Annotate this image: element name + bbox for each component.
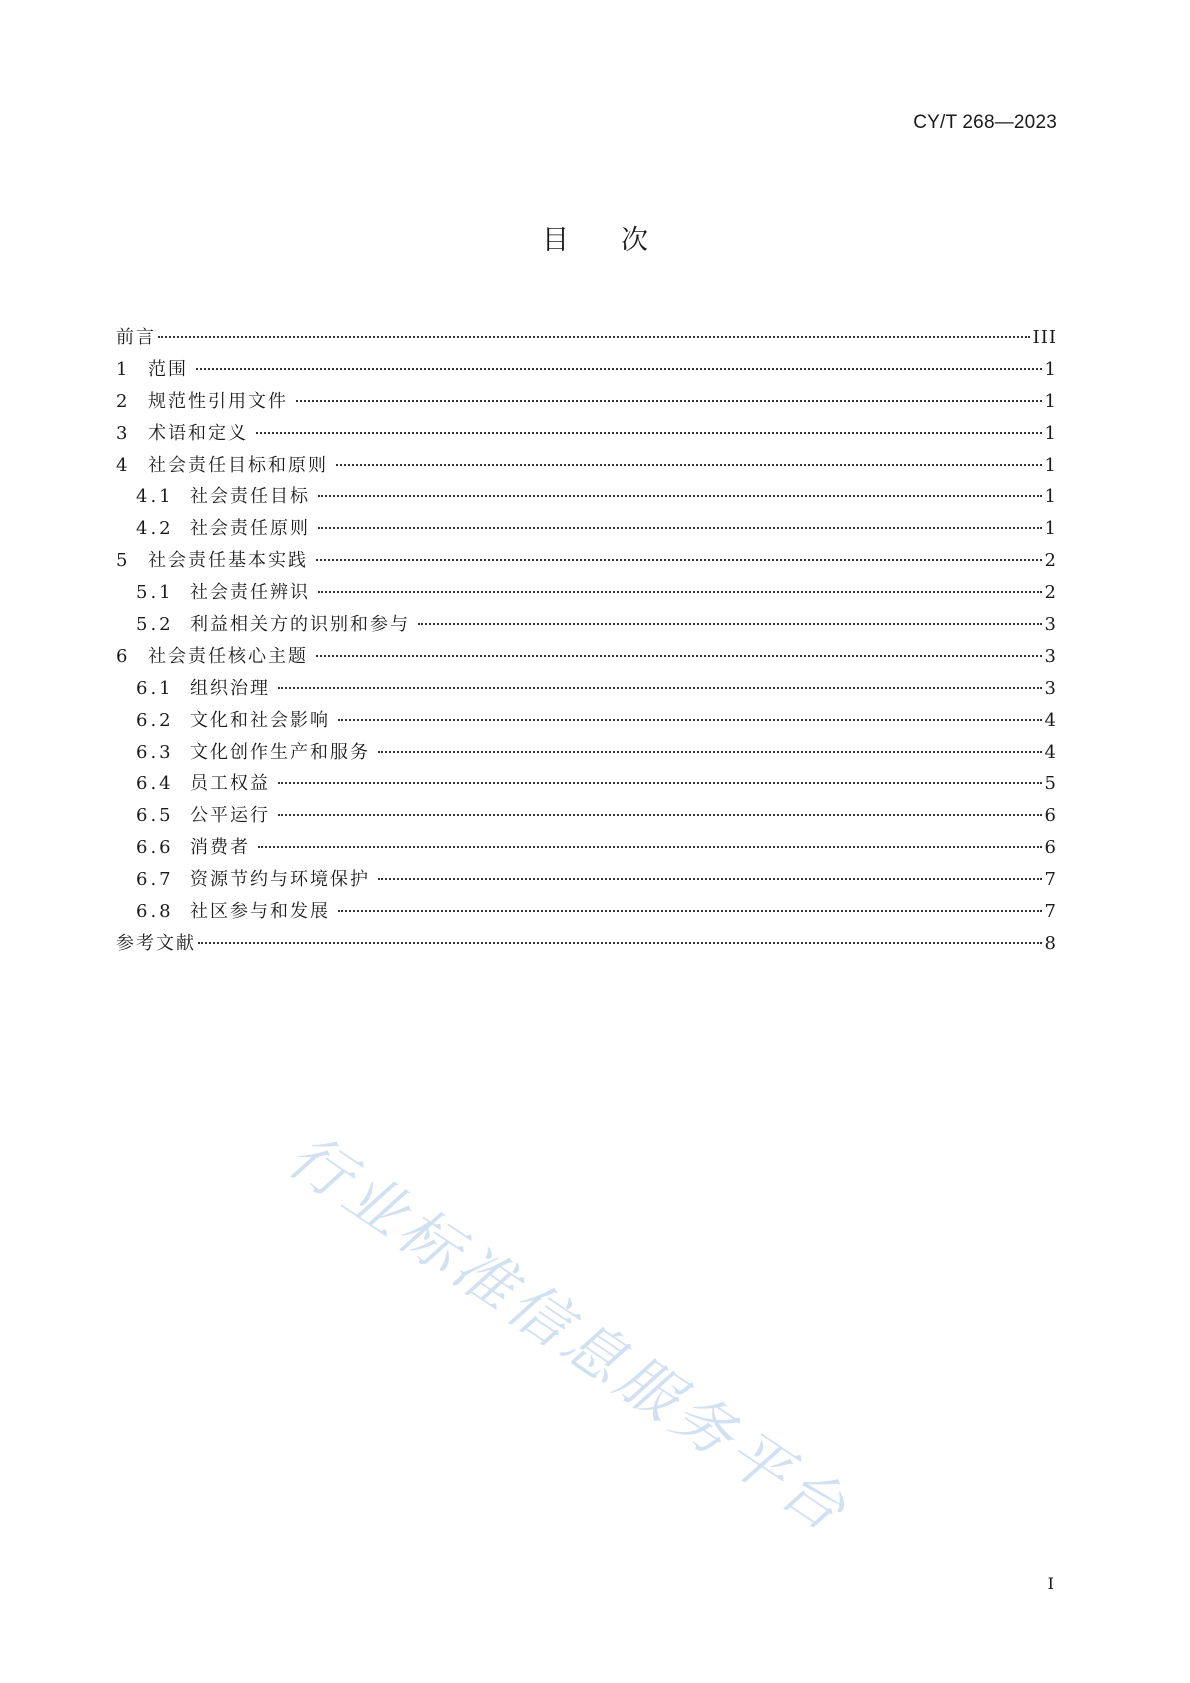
toc-dot-leader bbox=[196, 368, 1042, 370]
toc-entry-label: 范围 bbox=[148, 358, 188, 380]
toc-dot-leader bbox=[316, 655, 1042, 657]
toc-entry[interactable] bbox=[116, 832, 1057, 864]
toc-entry-number: 6.4 bbox=[136, 773, 174, 795]
toc-entry-page: 1 bbox=[1044, 358, 1057, 380]
toc-entry-number: 6.2 bbox=[136, 709, 174, 731]
toc-dot-leader bbox=[336, 464, 1042, 466]
toc-entry-number: 6.7 bbox=[136, 869, 174, 891]
toc-entry-page: 2 bbox=[1044, 582, 1057, 604]
toc-entry-label: 术语和定义 bbox=[148, 422, 248, 444]
toc-entry-label: 消费者 bbox=[190, 837, 250, 859]
toc-entry-number: 4 bbox=[116, 454, 129, 476]
toc-entry[interactable] bbox=[116, 673, 1057, 705]
toc-entry-label: 参考文献 bbox=[116, 932, 196, 954]
watermark: 行业标准信息服务平台 bbox=[275, 1120, 862, 1548]
toc-dot-leader bbox=[296, 400, 1042, 402]
toc-entry-page: 6 bbox=[1044, 837, 1057, 859]
toc-entry[interactable] bbox=[116, 737, 1057, 769]
toc-entry-number: 5.1 bbox=[136, 582, 174, 604]
document-code: CY/T 268—2023 bbox=[913, 112, 1057, 133]
toc-entry[interactable] bbox=[116, 354, 1057, 386]
toc-entry-label: 社会责任目标和原则 bbox=[148, 454, 328, 476]
toc-dot-leader bbox=[378, 878, 1042, 880]
toc-entry-label: 规范性引用文件 bbox=[148, 390, 288, 412]
toc-entry-page: 1 bbox=[1044, 454, 1057, 476]
toc-dot-leader bbox=[318, 495, 1042, 497]
toc-entry-label: 文化创作生产和服务 bbox=[190, 741, 370, 763]
toc-entry-page: 2 bbox=[1044, 550, 1057, 572]
toc-entry-number: 2 bbox=[116, 390, 129, 412]
toc-entry-label: 社区参与和发展 bbox=[190, 901, 330, 923]
toc-dot-leader bbox=[278, 687, 1042, 689]
toc-entry[interactable] bbox=[116, 928, 1057, 960]
toc-dot-leader bbox=[318, 591, 1042, 593]
toc-entry-label: 利益相关方的识别和参与 bbox=[190, 614, 410, 636]
toc-entry-page: 7 bbox=[1044, 901, 1057, 923]
toc-entry[interactable] bbox=[116, 545, 1057, 577]
toc-entry[interactable] bbox=[116, 641, 1057, 673]
toc-dot-leader bbox=[338, 910, 1042, 912]
toc-entry-label: 公平运行 bbox=[190, 805, 270, 827]
toc-dot-leader bbox=[158, 336, 1030, 338]
toc-entry-label: 文化和社会影响 bbox=[190, 709, 330, 731]
toc-entry[interactable] bbox=[116, 864, 1057, 896]
toc-entry-number: 6.6 bbox=[136, 837, 174, 859]
toc-entry-number: 6.5 bbox=[136, 805, 174, 827]
toc-entry-number: 6.8 bbox=[136, 901, 174, 923]
toc-entry-page: 3 bbox=[1044, 677, 1057, 699]
toc-entry-label: 社会责任目标 bbox=[190, 486, 310, 508]
toc-dot-leader bbox=[418, 623, 1042, 625]
toc-entry-page: 1 bbox=[1044, 518, 1057, 540]
toc-entry-label: 社会责任基本实践 bbox=[148, 550, 308, 572]
toc-entry[interactable] bbox=[116, 386, 1057, 418]
toc-dot-leader bbox=[316, 559, 1042, 561]
toc-entry-page: 1 bbox=[1044, 390, 1057, 412]
toc-entry-page: 8 bbox=[1044, 932, 1057, 954]
toc-entry-page: III bbox=[1032, 327, 1057, 348]
toc-entry-page: 3 bbox=[1044, 614, 1057, 636]
toc-entry[interactable] bbox=[116, 450, 1057, 482]
toc-entry[interactable] bbox=[116, 513, 1057, 545]
toc-entry[interactable] bbox=[116, 481, 1057, 513]
toc-entry-number: 6.1 bbox=[136, 677, 174, 699]
toc-entry-label: 社会责任辨识 bbox=[190, 582, 310, 604]
toc-dot-leader bbox=[378, 751, 1042, 753]
toc-dot-leader bbox=[198, 942, 1042, 944]
toc-entry-number: 4.2 bbox=[136, 518, 174, 540]
toc-dot-leader bbox=[338, 719, 1042, 721]
toc-entry[interactable] bbox=[116, 768, 1057, 800]
table-of-contents bbox=[116, 322, 1057, 960]
toc-entry[interactable] bbox=[116, 577, 1057, 609]
toc-dot-leader bbox=[256, 432, 1042, 434]
toc-entry-page: 6 bbox=[1044, 805, 1057, 827]
toc-entry[interactable] bbox=[116, 322, 1057, 354]
toc-entry-number: 1 bbox=[116, 358, 129, 380]
toc-entry[interactable] bbox=[116, 705, 1057, 737]
toc-dot-leader bbox=[258, 846, 1042, 848]
toc-entry[interactable] bbox=[116, 418, 1057, 450]
toc-entry-page: 7 bbox=[1044, 869, 1057, 891]
toc-entry-number: 5.2 bbox=[136, 614, 174, 636]
toc-title: 目次 bbox=[542, 225, 700, 256]
toc-entry-number: 4.1 bbox=[136, 486, 174, 508]
toc-entry-page: 1 bbox=[1044, 486, 1057, 508]
toc-entry-label: 员工权益 bbox=[190, 773, 270, 795]
toc-dot-leader bbox=[318, 527, 1042, 529]
toc-entry-label: 前言 bbox=[116, 327, 156, 348]
toc-entry-number: 3 bbox=[116, 422, 129, 444]
toc-dot-leader bbox=[278, 814, 1042, 816]
toc-entry-page: 5 bbox=[1044, 773, 1057, 795]
toc-entry-label: 组织治理 bbox=[190, 677, 270, 699]
toc-entry-label: 社会责任原则 bbox=[190, 518, 310, 540]
toc-entry[interactable] bbox=[116, 896, 1057, 928]
toc-entry-page: 1 bbox=[1044, 422, 1057, 444]
toc-entry[interactable] bbox=[116, 800, 1057, 832]
toc-entry-label: 资源节约与环境保护 bbox=[190, 869, 370, 891]
toc-entry-label: 社会责任核心主题 bbox=[148, 645, 308, 667]
toc-dot-leader bbox=[278, 782, 1042, 784]
toc-entry-number: 5 bbox=[116, 550, 129, 572]
toc-entry-page: 3 bbox=[1044, 645, 1057, 667]
toc-entry-page: 4 bbox=[1044, 709, 1057, 731]
toc-entry[interactable] bbox=[116, 609, 1057, 641]
toc-entry-number: 6 bbox=[116, 645, 129, 667]
toc-entry-number: 6.3 bbox=[136, 741, 174, 763]
page-number: I bbox=[1047, 1574, 1054, 1593]
toc-entry-page: 4 bbox=[1044, 741, 1057, 763]
